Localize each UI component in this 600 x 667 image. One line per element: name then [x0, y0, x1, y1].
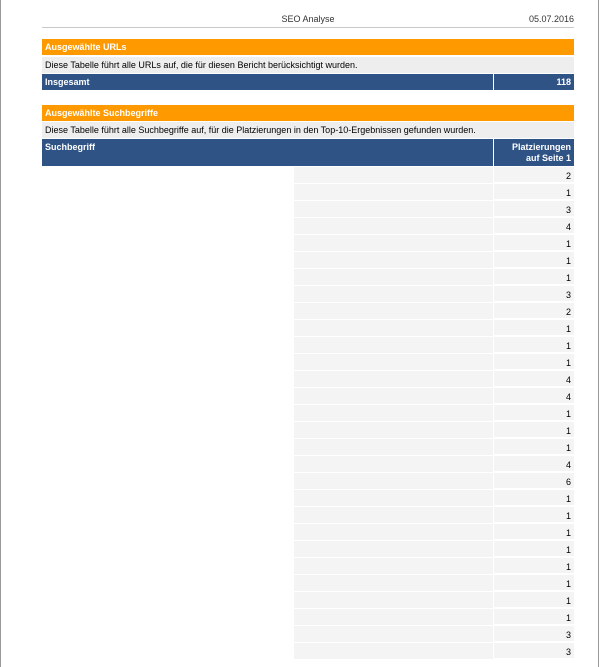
keywords-section-description: Diese Tabelle führt alle Suchbegriffe auf, für die Platzierungen in den Top-10-Ergebnissen gefunden wurden. — [42, 122, 574, 138]
table-row — [42, 405, 574, 422]
table-row — [42, 371, 574, 388]
placements-cell: 3 — [494, 201, 574, 217]
column-header-placements — [494, 139, 574, 166]
table-row — [42, 269, 574, 286]
placements-cell: 1 — [494, 252, 574, 268]
placements-cell: 1 — [494, 490, 574, 506]
page-header — [42, 11, 574, 27]
placements-cell: 4 — [494, 371, 574, 387]
table-row — [42, 422, 574, 439]
keyword-cell — [294, 371, 493, 388]
table-row — [42, 303, 574, 320]
urls-section-description: Diese Tabelle führt alle URLs auf, die für diesen Bericht berücksichtigt wurden. — [42, 57, 574, 73]
placements-cell: 1 — [494, 422, 574, 438]
placements-cell: 4 — [494, 388, 574, 404]
keyword-cell — [294, 252, 493, 269]
keyword-cell — [294, 405, 493, 422]
placements-cell: 1 — [494, 575, 574, 591]
keyword-cell — [294, 337, 493, 354]
urls-total-label: Insgesamt — [42, 74, 493, 90]
table-row — [42, 524, 574, 541]
table-row — [42, 388, 574, 405]
keyword-cell — [294, 354, 493, 371]
placements-cell: 1 — [494, 541, 574, 557]
keyword-cell — [294, 558, 493, 575]
keywords-table-body — [42, 167, 574, 660]
placements-cell: 3 — [494, 643, 574, 659]
keyword-cell — [294, 643, 493, 660]
column-header-keyword: Suchbegriff — [42, 139, 493, 166]
placements-cell: 1 — [494, 507, 574, 523]
placements-cell: 1 — [494, 405, 574, 421]
table-row — [42, 473, 574, 490]
keyword-cell — [294, 507, 493, 524]
page-border-right — [598, 0, 599, 667]
keywords-section-title: Ausgewählte Suchbegriffe — [42, 105, 574, 121]
keyword-cell — [294, 184, 493, 201]
placements-cell: 1 — [494, 354, 574, 370]
keyword-cell — [294, 167, 493, 184]
header-divider — [42, 27, 574, 28]
table-row — [42, 592, 574, 609]
keyword-cell — [294, 592, 493, 609]
keyword-cell — [294, 439, 493, 456]
table-row — [42, 643, 574, 660]
keyword-cell — [294, 269, 493, 286]
table-row — [42, 354, 574, 371]
table-row — [42, 201, 574, 218]
keywords-table-header — [42, 139, 574, 166]
page-border-left — [0, 0, 1, 667]
keyword-cell — [294, 456, 493, 473]
keyword-cell — [294, 286, 493, 303]
table-row — [42, 456, 574, 473]
placements-cell: 2 — [494, 167, 574, 183]
keyword-cell — [294, 626, 493, 643]
keyword-cell — [294, 303, 493, 320]
placements-cell: 1 — [494, 609, 574, 625]
urls-section-title: Ausgewählte URLs — [42, 39, 574, 55]
placements-cell: 1 — [494, 592, 574, 608]
table-row — [42, 609, 574, 626]
placements-cell: 6 — [494, 473, 574, 489]
placements-cell: 1 — [494, 235, 574, 251]
placements-cell: 4 — [494, 456, 574, 472]
placements-cell: 2 — [494, 303, 574, 319]
table-row — [42, 541, 574, 558]
table-row — [42, 626, 574, 643]
placements-cell: 1 — [494, 337, 574, 353]
keyword-cell — [294, 541, 493, 558]
table-row — [42, 252, 574, 269]
placements-cell: 1 — [494, 524, 574, 540]
keyword-cell — [294, 388, 493, 405]
table-row — [42, 235, 574, 252]
keyword-cell — [294, 609, 493, 626]
placements-cell: 3 — [494, 286, 574, 302]
table-row — [42, 218, 574, 235]
urls-total-row — [42, 74, 574, 90]
placements-cell: 1 — [494, 439, 574, 455]
table-row — [42, 184, 574, 201]
table-row — [42, 320, 574, 337]
report-title: SEO Analyse — [281, 14, 335, 24]
keyword-cell — [294, 490, 493, 507]
urls-total-value: 118 — [494, 74, 574, 90]
placements-cell: 1 — [494, 558, 574, 574]
column-header-placements-line1: Platzierungen — [511, 142, 571, 152]
table-row — [42, 490, 574, 507]
table-row — [42, 439, 574, 456]
table-row — [42, 167, 574, 184]
placements-cell: 1 — [494, 184, 574, 200]
keyword-cell — [294, 235, 493, 252]
table-row — [42, 337, 574, 354]
table-row — [42, 558, 574, 575]
table-row — [42, 575, 574, 592]
placements-cell: 4 — [494, 218, 574, 234]
report-date: 05.07.2016 — [528, 14, 574, 24]
keyword-cell — [294, 524, 493, 541]
keyword-cell — [294, 473, 493, 490]
table-row — [42, 507, 574, 524]
placements-cell: 1 — [494, 269, 574, 285]
placements-cell: 3 — [494, 626, 574, 642]
table-row — [42, 286, 574, 303]
column-header-placements-line2: auf Seite 1 — [525, 153, 571, 163]
placements-cell: 1 — [494, 320, 574, 336]
keyword-cell — [294, 422, 493, 439]
keyword-cell — [294, 218, 493, 235]
keyword-cell — [294, 575, 493, 592]
keyword-cell — [294, 320, 493, 337]
keyword-cell — [294, 201, 493, 218]
